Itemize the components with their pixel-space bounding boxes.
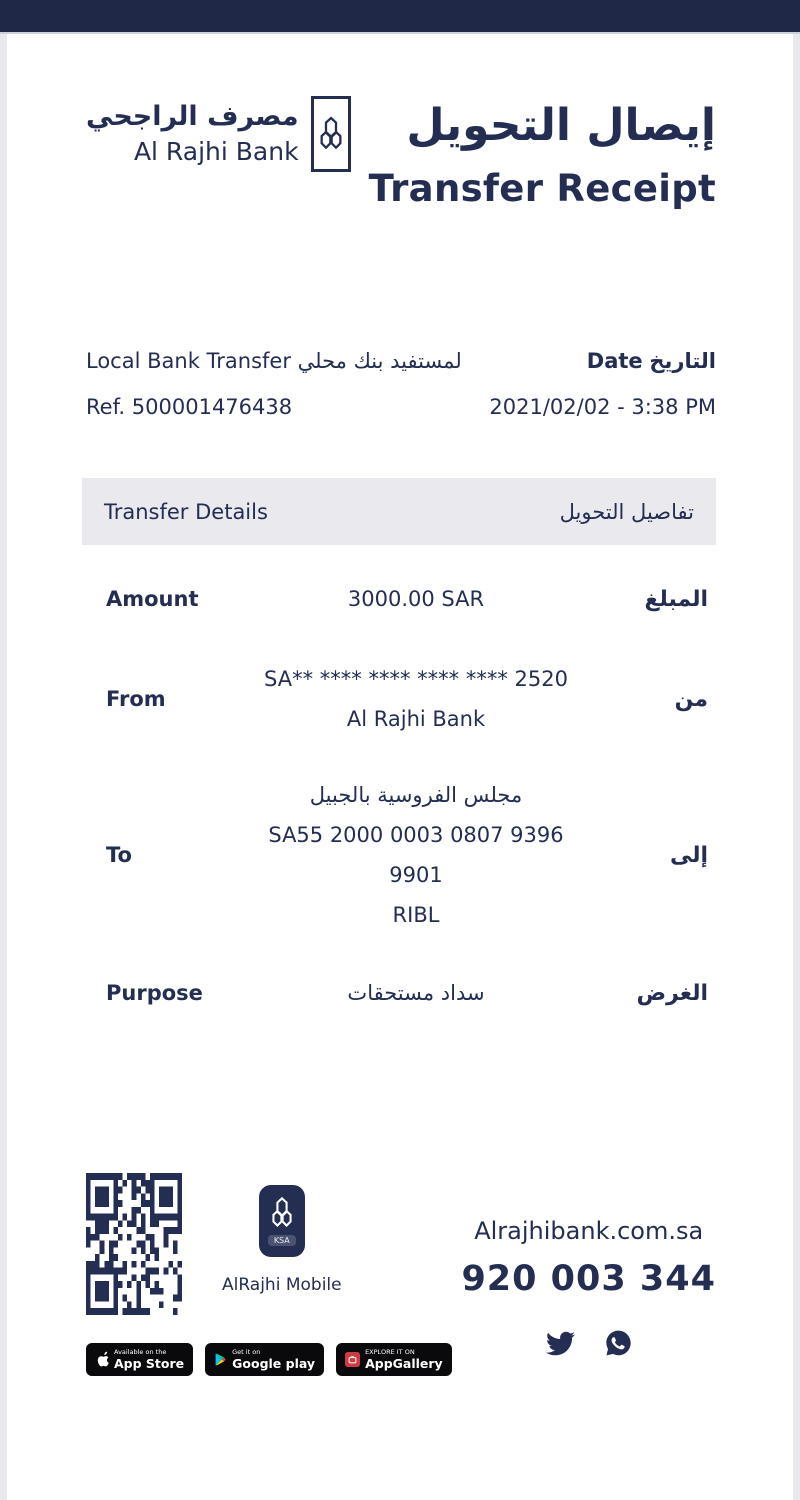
- app-gallery-badge-bottom: AppGallery: [365, 1355, 443, 1371]
- section-title-english: Transfer Details: [104, 499, 268, 524]
- receipt-title-arabic: إيصال التحويل: [406, 100, 716, 151]
- website-link[interactable]: Alrajhibank.com.sa: [474, 1217, 704, 1246]
- beneficiary-iban: SA55 2000 0003 0807 9396 9901: [268, 823, 564, 888]
- bank-logo-text: [86, 101, 299, 166]
- date-label-english: Date: [586, 349, 643, 374]
- twitter-icon[interactable]: [546, 1331, 575, 1356]
- qr-code-icon: [86, 1173, 182, 1315]
- transfer-details-table: [86, 579, 716, 1013]
- palm-emblem-icon: [311, 96, 351, 172]
- purpose-value: سداد مستحقات: [347, 981, 485, 1006]
- date-value: 2021/02/02 - 3:38 PM: [489, 395, 716, 420]
- transfer-type-block: [86, 338, 462, 430]
- bank-name-arabic: مصرف الراجحي: [86, 101, 299, 133]
- app-gallery-badge-top: EXPLORE IT ON: [365, 1348, 415, 1357]
- date-block: [489, 338, 716, 430]
- purpose-label-en: Purpose: [106, 981, 203, 1006]
- social-icons: [461, 1329, 716, 1357]
- transfer-details-section-header: [82, 478, 716, 545]
- footer-right: [461, 1217, 716, 1376]
- reference-number: Ref. 500001476438: [86, 395, 293, 420]
- bank-logo: [86, 96, 351, 172]
- table-row-to: [86, 775, 716, 935]
- receipt-header: [86, 96, 716, 210]
- google-play-icon: [214, 1352, 227, 1367]
- top-status-bar: [0, 0, 800, 34]
- receipt-meta: [86, 338, 716, 430]
- app-name-label: AlRajhi Mobile: [222, 1275, 342, 1296]
- beneficiary-bank-code: RIBL: [392, 903, 440, 928]
- amount-label-en: Amount: [106, 587, 199, 612]
- google-play-badge-bottom: Google play: [232, 1355, 316, 1371]
- receipt-title: [369, 96, 716, 210]
- app-store-badge-top: Available on the: [114, 1348, 167, 1357]
- table-row-amount: [86, 579, 716, 619]
- phone-number: 920 003 344: [461, 1259, 716, 1300]
- amount-label-ar: المبلغ: [644, 586, 708, 612]
- table-row-from: [86, 659, 716, 739]
- transfer-type: Local Bank Transfer لمستفيد بنك محلي: [86, 349, 462, 374]
- google-play-badge[interactable]: [205, 1343, 324, 1376]
- receipt-title-english: Transfer Receipt: [368, 167, 716, 211]
- from-value: [256, 659, 576, 739]
- date-label-arabic: التاريخ: [649, 349, 716, 374]
- page-left-margin: [0, 0, 7, 1500]
- from-label-ar: من: [674, 686, 708, 712]
- apple-icon: [95, 1351, 109, 1368]
- to-value: [256, 775, 576, 935]
- alrajhi-mobile-app-icon: [259, 1185, 305, 1257]
- app-store-badge[interactable]: [86, 1343, 193, 1376]
- ksa-badge: KSA: [268, 1235, 296, 1246]
- receipt-footer: [86, 1173, 716, 1376]
- receipt-document: [86, 32, 716, 1376]
- from-bank-name: Al Rajhi Bank: [346, 707, 486, 732]
- whatsapp-icon[interactable]: [605, 1329, 632, 1357]
- date-label: [489, 338, 716, 384]
- app-gallery-badge[interactable]: [336, 1343, 452, 1376]
- from-account-masked: SA** **** **** **** **** 2520: [264, 667, 568, 692]
- to-label-ar: إلى: [669, 842, 708, 868]
- page-right-margin: [793, 0, 800, 1500]
- section-title-arabic: تفاصيل التحويل: [559, 499, 694, 524]
- app-store-badge-bottom: App Store: [114, 1355, 185, 1371]
- from-label-en: From: [106, 687, 166, 712]
- app-gallery-icon: [345, 1352, 360, 1367]
- purpose-label-ar: الغرض: [636, 980, 708, 1006]
- bank-name-english: Al Rajhi Bank: [133, 136, 299, 166]
- google-play-badge-top: Get it on: [232, 1348, 261, 1357]
- store-badges: [86, 1343, 452, 1376]
- mobile-app-block: [222, 1185, 342, 1295]
- amount-value: 3000.00 SAR: [347, 587, 485, 612]
- footer-left: [86, 1173, 452, 1376]
- table-row-purpose: [86, 973, 716, 1013]
- beneficiary-name: مجلس الفروسية بالجبيل: [309, 783, 523, 808]
- to-label-en: To: [106, 843, 132, 868]
